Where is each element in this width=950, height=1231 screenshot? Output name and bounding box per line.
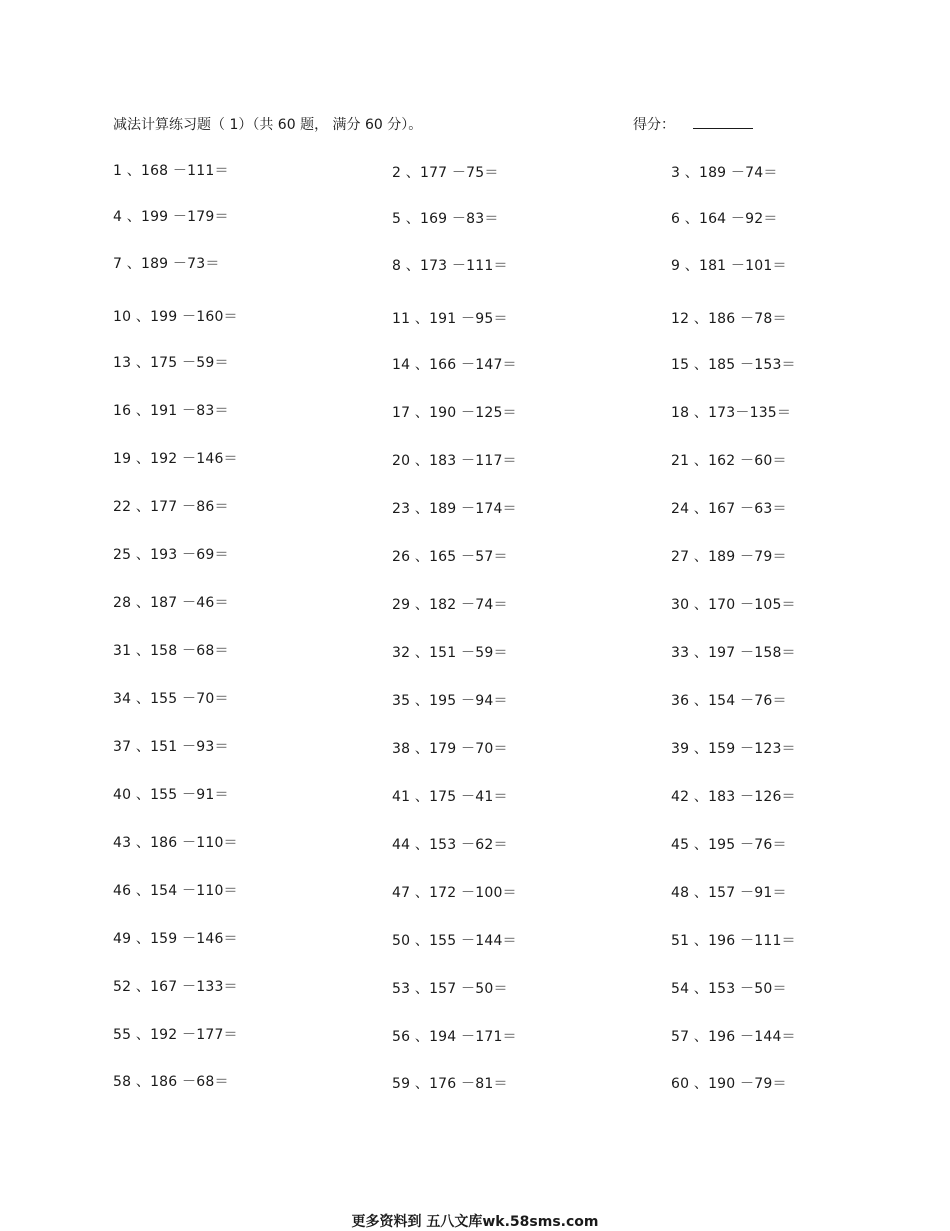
problem-item: 49 、159 －146＝ (113, 931, 238, 947)
problem-item: 34 、155 －70＝ (113, 691, 229, 707)
worksheet-header (113, 114, 950, 136)
problem-item: 22 、177 －86＝ (113, 499, 229, 515)
score-blank-line (693, 114, 753, 129)
score-field (633, 114, 753, 134)
problem-item: 11 、191 －95＝ (392, 311, 508, 327)
problem-item: 40 、155 －91＝ (113, 787, 229, 803)
problem-item: 39 、159 －123＝ (671, 741, 796, 757)
problem-item: 16 、191 －83＝ (113, 403, 229, 419)
problem-item: 51 、196 －111＝ (671, 933, 796, 949)
problem-item: 19 、192 －146＝ (113, 451, 238, 467)
problem-item: 23 、189 －174＝ (392, 501, 517, 517)
problem-item: 18 、173－135＝ (671, 405, 792, 421)
problem-item: 15 、185 －153＝ (671, 357, 796, 373)
problem-item: 17 、190 －125＝ (392, 405, 517, 421)
problem-item: 47 、172 －100＝ (392, 885, 517, 901)
problem-item: 9 、181 －101＝ (671, 258, 787, 274)
problem-item: 42 、183 －126＝ (671, 789, 796, 805)
problem-item: 27 、189 －79＝ (671, 549, 787, 565)
problem-item: 7 、189 －73＝ (113, 256, 220, 272)
problem-item: 25 、193 －69＝ (113, 547, 229, 563)
problem-item: 12 、186 －78＝ (671, 311, 787, 327)
problem-item: 50 、155 －144＝ (392, 933, 517, 949)
problem-item: 35 、195 －94＝ (392, 693, 508, 709)
problem-item: 30 、170 －105＝ (671, 597, 796, 613)
score-label: 得分： (633, 117, 675, 133)
problem-item: 53 、157 －50＝ (392, 981, 508, 997)
problem-item: 56 、194 －171＝ (392, 1029, 517, 1045)
problem-item: 4 、199 －179＝ (113, 209, 229, 225)
problem-item: 26 、165 －57＝ (392, 549, 508, 565)
problem-item: 6 、164 －92＝ (671, 211, 778, 227)
problem-item: 10 、199 －160＝ (113, 309, 238, 325)
problem-item: 33 、197 －158＝ (671, 645, 796, 661)
problem-item: 55 、192 －177＝ (113, 1027, 238, 1043)
problem-item: 45 、195 －76＝ (671, 837, 787, 853)
problem-item: 60 、190 －79＝ (671, 1076, 787, 1092)
problem-item: 43 、186 －110＝ (113, 835, 238, 851)
problem-item: 31 、158 －68＝ (113, 643, 229, 659)
footer-link-text: 更多资料到 五八文库wk.58sms.com (351, 1214, 599, 1230)
problem-item: 59 、176 －81＝ (392, 1076, 508, 1092)
problem-item: 54 、153 －50＝ (671, 981, 787, 997)
problem-item: 1 、168 －111＝ (113, 163, 229, 179)
problem-item: 32 、151 －59＝ (392, 645, 508, 661)
problem-item: 46 、154 －110＝ (113, 883, 238, 899)
problem-item: 2 、177 －75＝ (392, 165, 499, 181)
problem-item: 28 、187 －46＝ (113, 595, 229, 611)
problem-item: 36 、154 －76＝ (671, 693, 787, 709)
problem-item: 21 、162 －60＝ (671, 453, 787, 469)
problem-item: 13 、175 －59＝ (113, 355, 229, 371)
problem-item: 57 、196 －144＝ (671, 1029, 796, 1045)
problem-item: 14 、166 －147＝ (392, 357, 517, 373)
problem-item: 37 、151 －93＝ (113, 739, 229, 755)
problem-item: 8 、173 －111＝ (392, 258, 508, 274)
problem-item: 41 、175 －41＝ (392, 789, 508, 805)
problem-item: 5 、169 －83＝ (392, 211, 499, 227)
problem-item: 38 、179 －70＝ (392, 741, 508, 757)
problem-item: 58 、186 －68＝ (113, 1074, 229, 1090)
problem-item: 44 、153 －62＝ (392, 837, 508, 853)
problem-item: 29 、182 －74＝ (392, 597, 508, 613)
problem-item: 24 、167 －63＝ (671, 501, 787, 517)
problem-item: 52 、167 －133＝ (113, 979, 238, 995)
worksheet-title: 减法计算练习题（ 1）（共 60 题， 满分 60 分）。 (113, 117, 423, 133)
problem-item: 3 、189 －74＝ (671, 165, 778, 181)
problem-item: 48 、157 －91＝ (671, 885, 787, 901)
problem-item: 20 、183 －117＝ (392, 453, 517, 469)
